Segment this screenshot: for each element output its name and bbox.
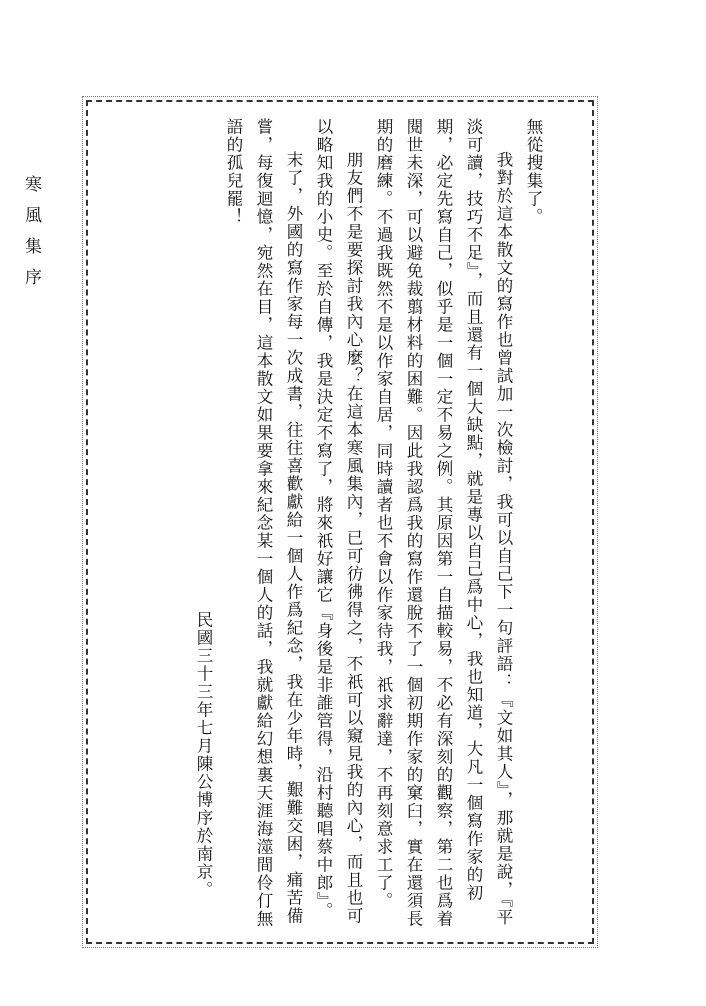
paragraph-2: 我對於這本散文的寫作也曾試加一次檢討，我可以自己下一句評語：『文如其人』，那就是說，『平淡可讀，技巧不足』，而且還有一個大缺點，就是專以自己爲中心，我也知道，大凡一個寫作家的初期，必定先寫自己，似乎是一個一定不易之例。其原因第一自描較易，不必有深刻的觀察，第二也爲着閱世未深，可以避免裁翦材料的困難。因此我認爲我的寫作還脫不了一個初期作家的窠臼，實在還須長期的磨練。不過我既然不是以作家自居，同時讀者也不會以作家待我，祇求辭達，不再刻意求工了。	[374, 118, 513, 928]
signature-line: 民國三十三年七月陳公博序於南京。	[194, 611, 213, 899]
paragraph-4: 末了，外國的寫作家每一次成書，往往喜歡獻給一個人作爲紀念，我在少年時，艱難交困，痛苦備嘗，每復迴憶，宛然在目，這本散文如果要拿來紀念某一個人的話，我就獻給幻想裏天涯海澨間伶仃無語的孤兒罷！	[224, 118, 303, 928]
preface-text	[118, 118, 548, 932]
running-title: 寒風集序	[21, 175, 41, 299]
paragraph-1: 無從搜集了。	[524, 118, 543, 226]
paragraph-3: 朋友們不是要探討我內心麼？在這本寒風集內，已可彷彿得之，不祇可以窺見我的內心，而且也可以略知我的小史。至於自傳，我是決定不寫了，將來祇好讓它『身後是非誰管得，沿村聽唱蔡中郎』。	[314, 118, 363, 925]
